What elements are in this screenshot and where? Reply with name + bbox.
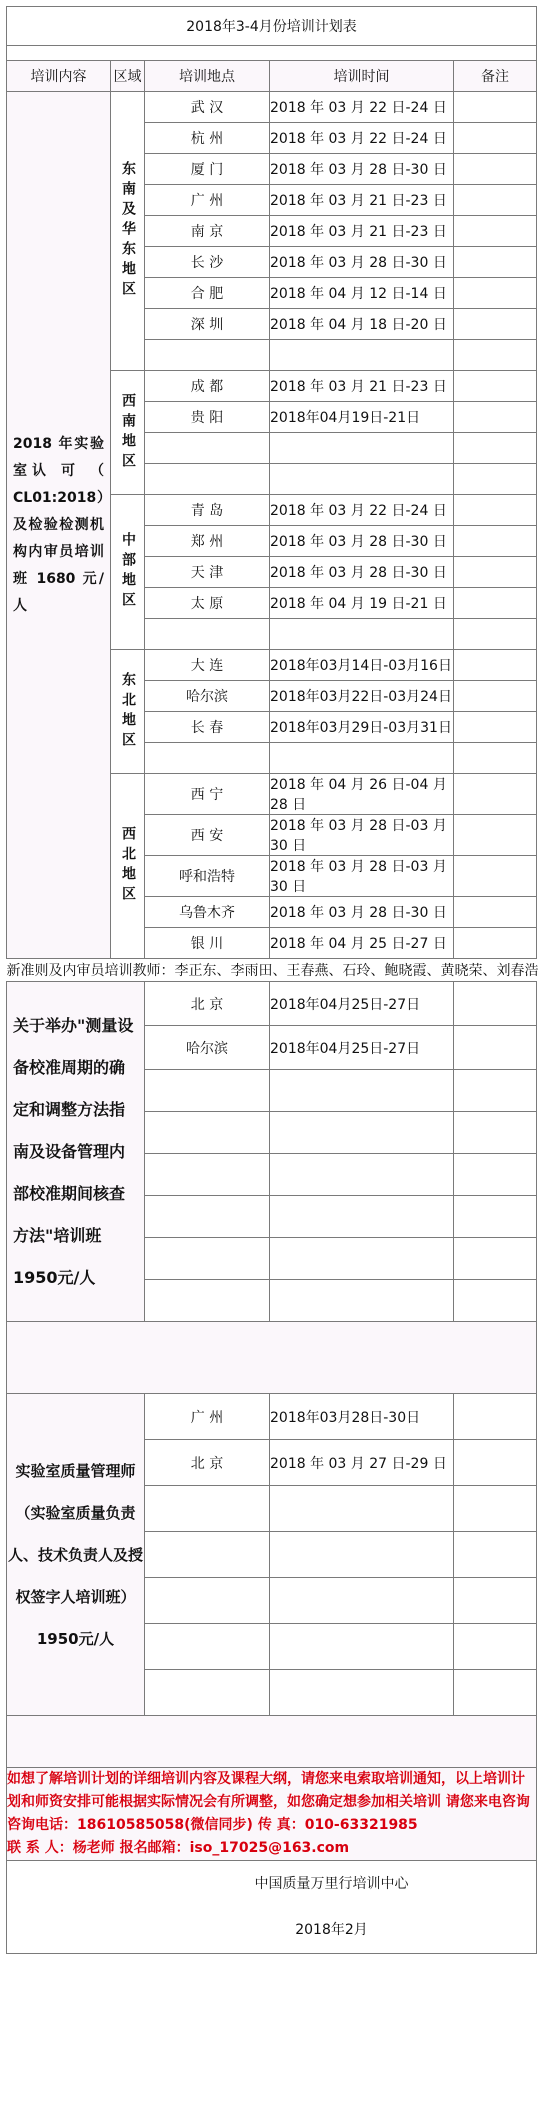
time-cell: 2018 年 03 月 28 日-30 日	[270, 897, 454, 928]
gap	[7, 1716, 537, 1768]
time-cell: 2018年04月19日-21日	[270, 402, 454, 433]
location-cell: 武 汉	[145, 92, 270, 123]
remark-cell	[454, 123, 537, 154]
course-name: 关于举办"测量设备校准周期的确定和调整方法指南及设备管理内部校准期间核查方法"培训班1950元/人	[13, 1015, 134, 1287]
location-cell: 郑 州	[145, 526, 270, 557]
location-cell: 乌鲁木齐	[145, 897, 270, 928]
remark-cell	[454, 216, 537, 247]
remark-cell	[454, 1070, 537, 1112]
header-row	[7, 61, 537, 92]
location-cell: 北 京	[145, 1440, 270, 1486]
time-cell: 2018 年 03 月 21 日-23 日	[270, 185, 454, 216]
location-cell: 杭 州	[145, 123, 270, 154]
remark-cell	[454, 982, 537, 1026]
phone-text: 咨询电话：18610585058(微信同步) 传 真：010-63321985	[7, 1817, 418, 1833]
empty-cell	[270, 1486, 454, 1532]
gap-row	[7, 1716, 537, 1768]
remark-cell	[454, 1238, 537, 1280]
location-cell: 合 肥	[145, 278, 270, 309]
remark-cell	[454, 247, 537, 278]
time-cell: 2018 年 04 月 19 日-21 日	[270, 588, 454, 619]
course-name-line: 权签字人培训班）	[15, 1587, 136, 1606]
remark-cell	[454, 1026, 537, 1070]
time-cell: 2018 年 03 月 27 日-29 日	[270, 1440, 454, 1486]
remark-cell	[454, 774, 537, 815]
table-row	[7, 982, 537, 1026]
empty-cell	[145, 340, 270, 371]
course-name-line: （实验室质量负责	[15, 1503, 136, 1522]
header-location: 培训地点	[145, 61, 270, 92]
region-name: 东北地区	[120, 671, 136, 752]
gap-row	[7, 1322, 537, 1394]
spacer	[7, 46, 537, 61]
region-name: 中部地区	[120, 532, 136, 612]
remark-cell	[454, 815, 537, 856]
empty-cell	[145, 743, 270, 774]
training-plan-table	[6, 6, 537, 1954]
footer	[7, 1861, 537, 1954]
header-course: 培训内容	[7, 61, 111, 92]
empty-cell	[270, 1624, 454, 1670]
remark-cell	[454, 557, 537, 588]
remark-cell	[454, 712, 537, 743]
empty-cell	[145, 464, 270, 495]
location-cell: 太 原	[145, 588, 270, 619]
region-cell	[111, 650, 145, 774]
remark-cell	[454, 619, 537, 650]
header-region: 区域	[111, 61, 145, 92]
empty-cell	[145, 619, 270, 650]
time-cell: 2018 年 03 月 21 日-23 日	[270, 371, 454, 402]
location-cell: 银 川	[145, 928, 270, 959]
region-name: 东南及华东地区	[120, 161, 136, 301]
region-cell	[111, 92, 145, 371]
notes-row	[7, 1768, 537, 1861]
empty-cell	[270, 619, 454, 650]
location-cell: 呼和浩特	[145, 856, 270, 897]
empty-cell	[270, 1238, 454, 1280]
empty-cell	[145, 1578, 270, 1624]
teachers-text: 新准则及内审员培训教师：李正东、李雨田、王春燕、石玲、鲍晓霞、黄晓荣、刘春浩	[7, 959, 537, 982]
empty-cell	[145, 1238, 270, 1280]
location-cell: 西 安	[145, 815, 270, 856]
remark-cell	[454, 309, 537, 340]
location-cell: 青 岛	[145, 495, 270, 526]
time-cell: 2018年04月25日-27日	[270, 982, 454, 1026]
time-cell: 2018 年 03 月 28 日-03 月 30 日	[270, 856, 454, 897]
remark-cell	[454, 897, 537, 928]
time-cell: 2018 年 03 月 28 日-30 日	[270, 247, 454, 278]
course-cell	[7, 1394, 145, 1716]
course-cell	[7, 982, 145, 1322]
remark-cell	[454, 495, 537, 526]
location-cell: 广 州	[145, 185, 270, 216]
footer-date: 2018年2月	[295, 1922, 368, 1938]
footer-org: 中国质量万里行培训中心	[254, 1876, 409, 1892]
header-time: 培训时间	[270, 61, 454, 92]
remark-cell	[454, 185, 537, 216]
empty-cell	[270, 433, 454, 464]
location-cell: 厦 门	[145, 154, 270, 185]
region-name: 西南地区	[120, 392, 136, 473]
remark-cell	[454, 588, 537, 619]
time-cell: 2018 年 04 月 18 日-20 日	[270, 309, 454, 340]
empty-cell	[145, 1624, 270, 1670]
table-row	[7, 1394, 537, 1440]
remark-cell	[454, 154, 537, 185]
remark-cell	[454, 743, 537, 774]
time-cell: 2018年03月14日-03月16日	[270, 650, 454, 681]
location-cell: 成 都	[145, 371, 270, 402]
remark-cell	[454, 526, 537, 557]
remark-cell	[454, 1440, 537, 1486]
empty-cell	[145, 1196, 270, 1238]
time-cell: 2018年03月29日-03月31日	[270, 712, 454, 743]
empty-cell	[270, 1670, 454, 1716]
location-cell: 哈尔滨	[145, 681, 270, 712]
time-cell: 2018 年 03 月 22 日-24 日	[270, 92, 454, 123]
remark-cell	[454, 1578, 537, 1624]
gap	[7, 1322, 537, 1394]
location-cell: 长 春	[145, 712, 270, 743]
time-cell: 2018年03月28日-30日	[270, 1394, 454, 1440]
remark-cell	[454, 1670, 537, 1716]
remark-cell	[454, 1280, 537, 1322]
course-name-line: 实验室质量管理师	[15, 1461, 136, 1480]
remark-cell	[454, 1196, 537, 1238]
empty-cell	[270, 1578, 454, 1624]
remark-cell	[454, 371, 537, 402]
region-name: 西北地区	[120, 826, 136, 906]
time-cell: 2018年03月22日-03月24日	[270, 681, 454, 712]
course-cell	[7, 92, 111, 959]
time-cell: 2018 年 04 月 12 日-14 日	[270, 278, 454, 309]
time-cell: 2018 年 04 月 26 日-04 月 28 日	[270, 774, 454, 815]
empty-cell	[270, 743, 454, 774]
remark-cell	[454, 340, 537, 371]
remark-cell	[454, 1624, 537, 1670]
empty-cell	[270, 1112, 454, 1154]
empty-cell	[145, 1280, 270, 1322]
empty-cell	[270, 464, 454, 495]
table-title: 2018年3-4月份培训计划表	[7, 7, 537, 46]
location-cell: 北 京	[145, 982, 270, 1026]
course-name-line: 1950元/人	[36, 1629, 115, 1648]
empty-cell	[145, 1486, 270, 1532]
time-cell: 2018 年 03 月 28 日-30 日	[270, 526, 454, 557]
footer-row	[7, 1861, 537, 1954]
time-cell: 2018 年 03 月 28 日-03 月 30 日	[270, 815, 454, 856]
location-cell: 深 圳	[145, 309, 270, 340]
title-row	[7, 7, 537, 46]
remark-cell	[454, 1532, 537, 1578]
empty-cell	[270, 1154, 454, 1196]
remark-cell	[454, 1486, 537, 1532]
course-name-line: 人、技术负责人及授	[7, 1545, 143, 1564]
table-row	[7, 92, 537, 123]
location-cell: 广 州	[145, 1394, 270, 1440]
remark-cell	[454, 1394, 537, 1440]
time-cell: 2018 年 03 月 28 日-30 日	[270, 154, 454, 185]
header-remark: 备注	[454, 61, 537, 92]
remark-cell	[454, 278, 537, 309]
notes	[7, 1768, 537, 1861]
empty-cell	[270, 1070, 454, 1112]
empty-cell	[145, 1070, 270, 1112]
location-cell: 天 津	[145, 557, 270, 588]
location-cell: 哈尔滨	[145, 1026, 270, 1070]
region-cell	[111, 774, 145, 959]
region-cell	[111, 371, 145, 495]
course-name: 2018 年实验室认 可 （ CL01:2018）及检验检测机构内审员培训班 1680 元/人	[13, 435, 104, 614]
time-cell: 2018 年 03 月 28 日-30 日	[270, 557, 454, 588]
notes-text: 如想了解培训计划的详细培训内容及课程大纲，请您来电索取培训通知，以上培训计划和师资安排可能根据实际情况会有所调整，如您确定想参加相关培训 请您来电咨询	[7, 1771, 530, 1810]
remark-cell	[454, 1154, 537, 1196]
remark-cell	[454, 928, 537, 959]
empty-cell	[270, 1196, 454, 1238]
empty-cell	[145, 1112, 270, 1154]
location-cell: 贵 阳	[145, 402, 270, 433]
contact-text: 联 系 人：杨老师 报名邮箱：iso_17025@163.com	[7, 1840, 350, 1856]
remark-cell	[454, 1112, 537, 1154]
empty-cell	[145, 1670, 270, 1716]
location-cell: 南 京	[145, 216, 270, 247]
remark-cell	[454, 433, 537, 464]
empty-cell	[270, 340, 454, 371]
time-cell: 2018年04月25日-27日	[270, 1026, 454, 1070]
empty-cell	[145, 1154, 270, 1196]
empty-cell	[145, 433, 270, 464]
location-cell: 西 宁	[145, 774, 270, 815]
time-cell: 2018 年 03 月 21 日-23 日	[270, 216, 454, 247]
time-cell: 2018 年 03 月 22 日-24 日	[270, 495, 454, 526]
time-cell: 2018 年 03 月 22 日-24 日	[270, 123, 454, 154]
remark-cell	[454, 650, 537, 681]
remark-cell	[454, 92, 537, 123]
teachers-row	[7, 959, 537, 982]
course-name	[7, 1450, 144, 1660]
location-cell: 大 连	[145, 650, 270, 681]
remark-cell	[454, 402, 537, 433]
remark-cell	[454, 681, 537, 712]
empty-cell	[145, 1532, 270, 1578]
remark-cell	[454, 464, 537, 495]
empty-cell	[270, 1280, 454, 1322]
remark-cell	[454, 856, 537, 897]
region-cell	[111, 495, 145, 650]
empty-cell	[270, 1532, 454, 1578]
location-cell: 长 沙	[145, 247, 270, 278]
time-cell: 2018 年 04 月 25 日-27 日	[270, 928, 454, 959]
